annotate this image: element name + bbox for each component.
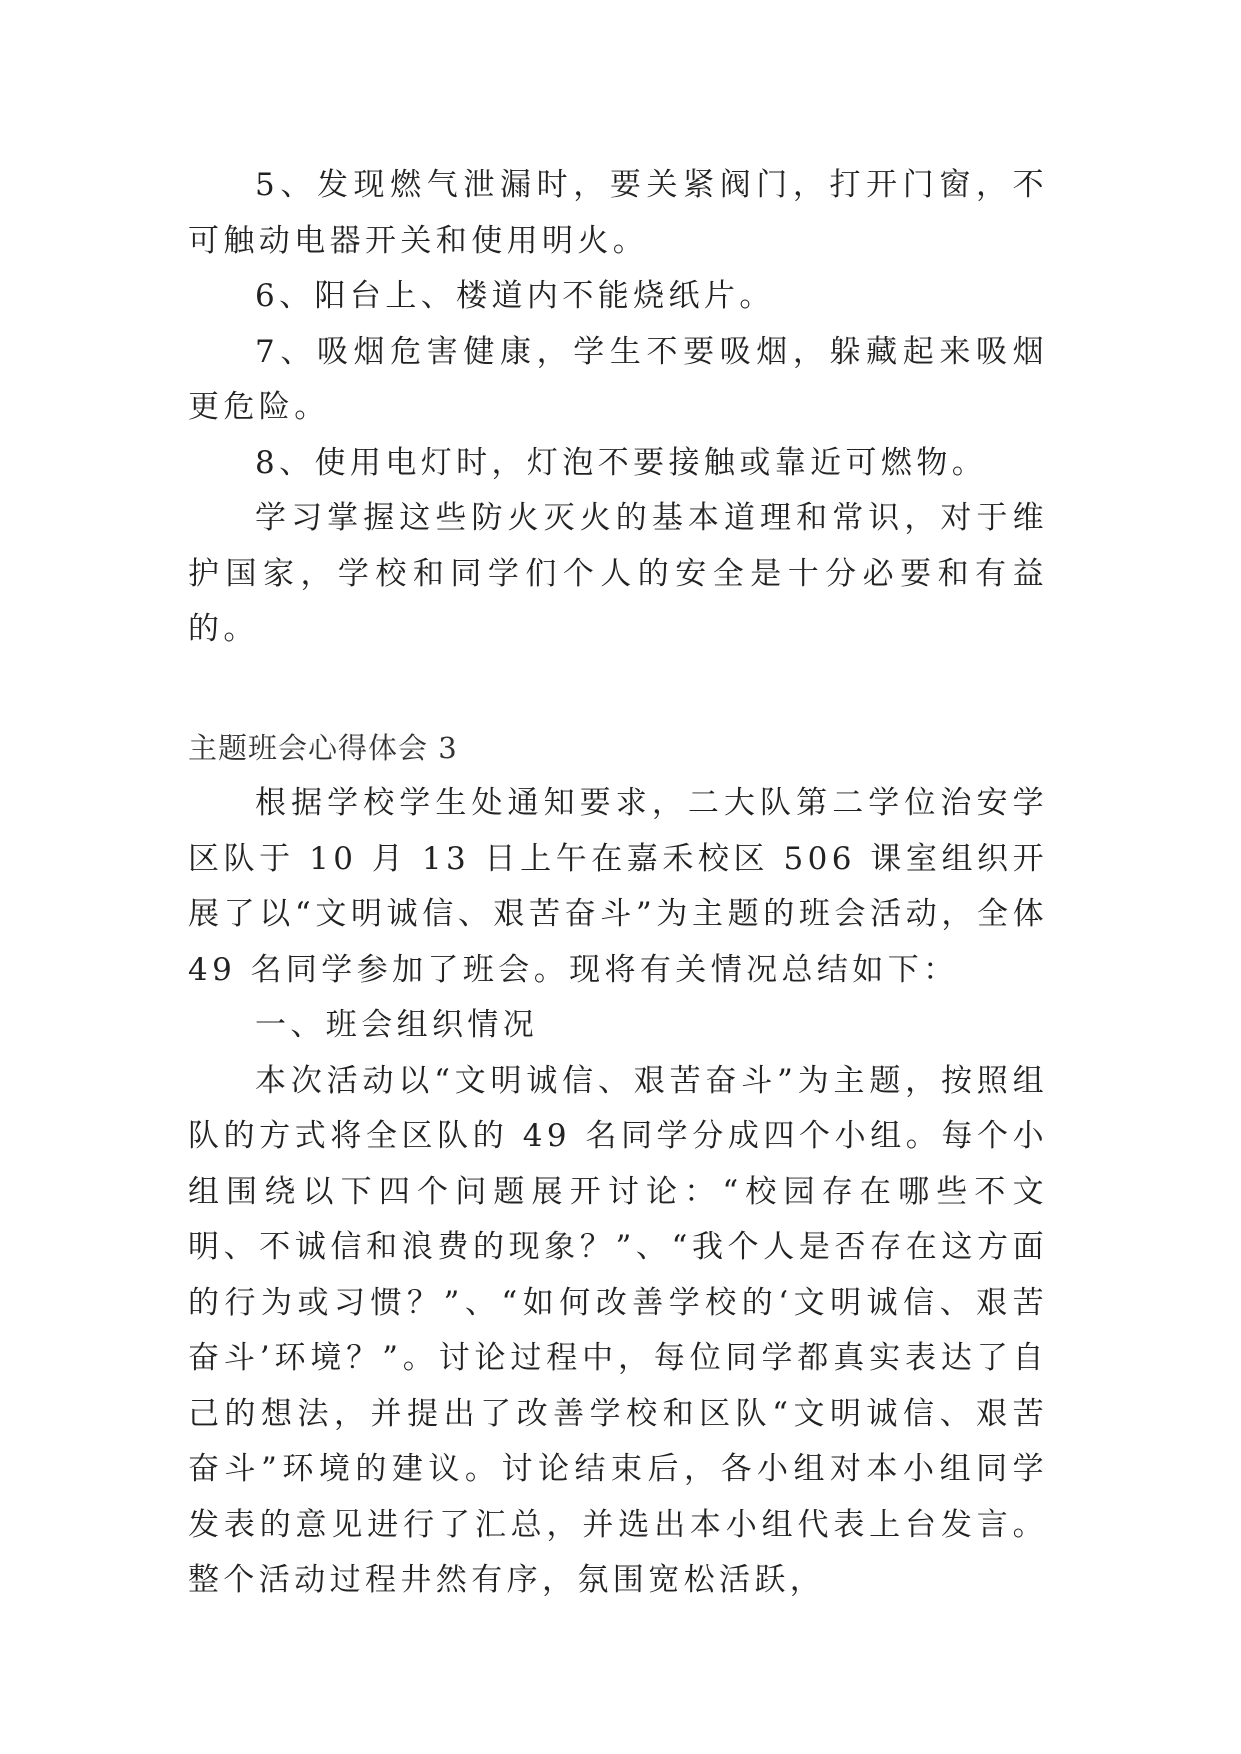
- paragraph-intro: 根据学校学生处通知要求，二大队第二学位治安学区队于 10 月 13 日上午在嘉禾校区 506 课室组织开展了以“文明诚信、艰苦奋斗”为主题的班会活动，全体 49 名同学参加了班会。现将有关情况总结如下：: [188, 785, 1048, 988]
- document-body: [188, 158, 1048, 1609]
- paragraph-item-8: 8、使用电灯时，灯泡不要接触或靠近可燃物。: [255, 444, 988, 481]
- subheading-organization: 一、班会组织情况: [255, 1007, 539, 1043]
- paragraph-item-5: 5、发现燃气泄漏时，要关紧阀门，打开门窗，不可触动电器开关和使用明火。: [188, 167, 1048, 259]
- section-title: 主题班会心得体会 3: [188, 730, 458, 765]
- paragraph-summary: 学习掌握这些防火灭火的基本道理和常识，对于维护国家，学校和同学们个人的安全是十分必要和有益的。: [188, 500, 1048, 647]
- paragraph-item-6: 6、阳台上、楼道内不能烧纸片。: [255, 278, 775, 314]
- paragraph-activity: 本次活动以“文明诚信、艰苦奋斗”为主题，按照组队的方式将全区队的 49 名同学分成四个小组。每个小组围绕以下四个问题展开讨论：“校园存在哪些不文明、不诚信和浪费的现象？”、“我个人是否存在这方面的行为或习惯？”、“如何改善学校的‘文明诚信、艰苦奋斗’环境？”。讨论过程中，每位同学都真实表达了自己的想法，并提出了改善学校和区队“文明诚信、艰苦奋斗”环境的建议。讨论结束后，各小组对本小组同学发表的意见进行了汇总，并选出本小组代表上台发言。整个活动过程井然有序，氛围宽松活跃，: [188, 1062, 1048, 1598]
- paragraph-item-7: 7、吸烟危害健康，学生不要吸烟，躲藏起来吸烟更危险。: [188, 333, 1048, 425]
